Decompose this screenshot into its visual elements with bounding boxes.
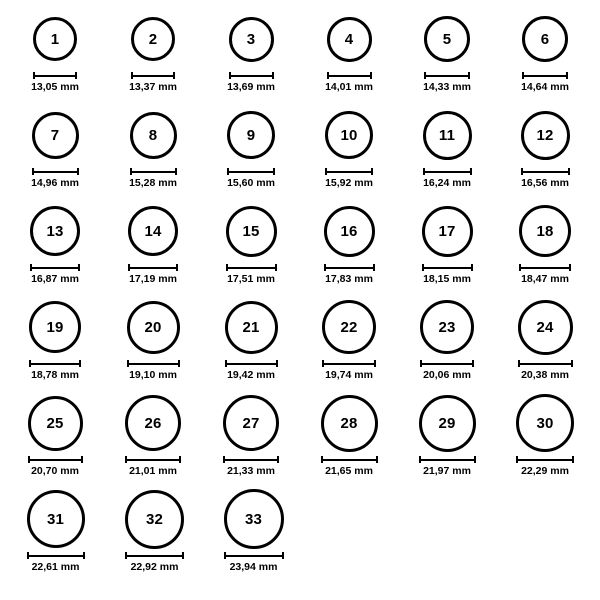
ring-diameter-measure [420,360,474,381]
ring-size-cell [496,296,594,392]
ring-diameter-label: 15,92 mm [325,177,373,189]
ring-circle-icon [125,395,181,451]
ring-diameter-label: 13,37 mm [129,81,177,93]
ring-diameter-measure [422,264,473,285]
ring-size-number: 14 [144,222,162,240]
caliper-icon [226,264,277,271]
ring-size-cell [202,8,300,104]
ring-circle-wrapper [27,488,85,550]
ring-diameter-label: 16,56 mm [521,177,569,189]
ring-circle-wrapper [322,296,376,358]
ring-size-cell [6,392,104,488]
ring-circle-icon [125,490,184,549]
ring-size-row [6,296,594,392]
caliper-icon [27,552,85,559]
ring-size-number: 31 [46,510,65,528]
ring-diameter-label: 21,01 mm [129,465,177,477]
ring-size-cell [300,104,398,200]
ring-size-number: 29 [438,414,456,432]
ring-circle-icon [423,111,472,160]
ring-diameter-measure [227,72,275,93]
ring-circle-wrapper [516,392,574,454]
ring-circle-wrapper [522,8,568,70]
ring-size-number: 6 [540,30,550,48]
ring-diameter-label: 18,78 mm [31,369,79,381]
caliper-icon [518,360,573,367]
ring-size-number: 30 [536,414,554,432]
ring-circle-wrapper [227,104,275,166]
ring-diameter-label: 16,24 mm [423,177,471,189]
ring-diameter-label: 14,33 mm [423,81,471,93]
ring-circle-icon [30,206,80,256]
ring-size-cell [300,8,398,104]
ring-size-number: 12 [536,126,554,144]
ring-circle-wrapper [125,488,184,550]
ring-diameter-measure [226,264,277,285]
ring-diameter-label: 21,97 mm [423,465,471,477]
ring-size-row [6,104,594,200]
ring-circle-wrapper [229,8,274,70]
ring-diameter-measure [519,264,571,285]
ring-diameter-measure [321,456,378,477]
caliper-icon [521,168,570,175]
ring-circle-wrapper [424,8,470,70]
caliper-icon [419,456,476,463]
ring-diameter-measure [521,72,569,93]
ring-circle-wrapper [30,200,80,262]
caliper-icon [327,72,372,79]
caliper-icon [32,168,79,175]
caliper-icon [127,360,180,367]
ring-diameter-label: 15,28 mm [129,177,177,189]
ring-circle-wrapper [423,104,472,166]
ring-diameter-label: 17,51 mm [227,273,275,285]
ring-size-number: 23 [438,318,456,336]
ring-circle-icon [229,17,274,62]
ring-diameter-measure [30,264,80,285]
ring-circle-icon [521,111,570,160]
ring-circle-wrapper [419,392,476,454]
ring-diameter-measure [29,360,81,381]
ring-circle-icon [127,301,180,354]
ring-diameter-label: 20,70 mm [31,465,79,477]
ring-circle-icon [32,112,79,159]
ring-size-number: 10 [340,126,358,144]
caliper-icon [29,360,81,367]
ring-circle-icon [27,490,85,548]
ring-diameter-measure [129,72,177,93]
ring-diameter-measure [223,456,279,477]
ring-size-cell [496,104,594,200]
ring-circle-icon [130,112,177,159]
ring-size-cell [398,200,496,296]
caliper-icon [125,552,184,559]
ring-size-cell [104,8,202,104]
ring-circle-icon [225,301,278,354]
ring-circle-wrapper [28,392,83,454]
caliper-icon [125,456,181,463]
ring-size-cell [6,8,104,104]
ring-diameter-label: 13,69 mm [227,81,275,93]
ring-size-row [6,488,594,584]
ring-size-number: 7 [50,126,60,144]
ring-size-cell [300,200,398,296]
ring-size-row [6,392,594,488]
caliper-icon [325,168,373,175]
caliper-icon [224,552,284,559]
caliper-icon [131,72,175,79]
ring-circle-icon [223,395,279,451]
ring-circle-icon [28,396,83,451]
caliper-icon [227,168,275,175]
ring-circle-icon [424,16,470,62]
ring-size-cell [104,104,202,200]
ring-diameter-measure [27,552,85,573]
ring-circle-wrapper [125,392,181,454]
caliper-icon [519,264,571,271]
caliper-icon [522,72,568,79]
ring-circle-icon [29,301,81,353]
ring-size-number: 18 [536,222,554,240]
ring-diameter-measure [225,360,278,381]
ring-size-number: 17 [438,222,456,240]
ring-size-number: 26 [144,414,162,432]
ring-circle-wrapper [224,488,284,550]
caliper-icon [128,264,178,271]
ring-circle-icon [226,206,277,257]
ring-circle-wrapper [325,104,373,166]
ring-diameter-label: 22,29 mm [521,465,569,477]
ring-diameter-label: 16,87 mm [31,273,79,285]
ring-circle-icon [519,205,571,257]
ring-diameter-label: 18,47 mm [521,273,569,285]
ring-circle-wrapper [518,296,573,358]
ring-size-number: 25 [46,414,64,432]
ring-circle-icon [322,300,376,354]
ring-circle-icon [420,300,474,354]
ring-circle-icon [324,206,375,257]
ring-diameter-label: 19,42 mm [227,369,275,381]
ring-diameter-label: 13,05 mm [31,81,79,93]
ring-size-number: 8 [148,126,158,144]
caliper-icon [322,360,376,367]
ring-size-cell [104,200,202,296]
ring-diameter-measure [125,456,181,477]
ring-circle-icon [321,395,378,452]
ring-diameter-label: 14,64 mm [521,81,569,93]
ring-size-number: 3 [246,30,256,48]
ring-size-cell [104,296,202,392]
ring-circle-wrapper [225,296,278,358]
ring-size-cell [202,296,300,392]
ring-diameter-label: 22,61 mm [31,561,80,573]
ring-diameter-measure [518,360,573,381]
ring-diameter-label: 15,60 mm [227,177,275,189]
ring-diameter-label: 17,19 mm [129,273,177,285]
ring-circle-wrapper [521,104,570,166]
ring-diameter-label: 21,65 mm [325,465,373,477]
ring-diameter-measure [516,456,574,477]
ring-size-cell [6,200,104,296]
ring-size-number: 4 [344,30,354,48]
ring-size-cell [6,104,104,200]
ring-circle-icon [516,394,574,452]
ring-size-number: 15 [242,222,260,240]
caliper-icon [130,168,177,175]
ring-diameter-measure [227,168,275,189]
ring-circle-wrapper [130,104,177,166]
caliper-icon [28,456,83,463]
ring-diameter-measure [325,168,373,189]
ring-size-cell [202,104,300,200]
ring-circle-wrapper [127,296,180,358]
ring-circle-icon [419,395,476,452]
caliper-icon [420,360,474,367]
ring-size-cell [496,392,594,488]
ring-circle-icon [327,17,372,62]
ring-diameter-measure [128,264,178,285]
ring-size-number: 2 [148,30,158,48]
ring-diameter-measure [521,168,570,189]
caliper-icon [223,456,279,463]
caliper-icon [424,72,470,79]
ring-diameter-label: 22,92 mm [130,561,179,573]
ring-diameter-label: 17,83 mm [325,273,373,285]
ring-diameter-measure [324,264,375,285]
caliper-icon [30,264,80,271]
ring-size-number: 22 [340,318,358,336]
ring-diameter-label: 19,10 mm [129,369,177,381]
ring-size-cell [300,296,398,392]
ring-size-number: 9 [246,126,256,144]
ring-circle-wrapper [422,200,473,262]
ring-size-cell [202,392,300,488]
ring-circle-wrapper [33,8,77,70]
ring-circle-icon [224,489,284,549]
caliper-icon [33,72,77,79]
ring-size-cell [6,296,104,392]
ring-size-number: 28 [340,414,358,432]
ring-size-cell [398,8,496,104]
ring-diameter-measure [31,72,79,93]
ring-diameter-measure [325,72,373,93]
ring-diameter-label: 14,01 mm [325,81,373,93]
caliper-icon [225,360,278,367]
ring-circle-wrapper [223,392,279,454]
ring-size-number: 16 [340,222,358,240]
ring-diameter-label: 19,74 mm [325,369,373,381]
ring-size-number: 32 [145,510,164,528]
ring-size-cell [398,104,496,200]
ring-size-cell [202,200,300,296]
ring-circle-wrapper [128,200,178,262]
ring-diameter-label: 21,33 mm [227,465,275,477]
ring-diameter-measure [125,552,184,573]
caliper-icon [324,264,375,271]
ring-circle-icon [128,206,178,256]
ring-diameter-measure [31,168,79,189]
ring-size-number: 33 [244,510,263,528]
ring-diameter-label: 23,94 mm [229,561,278,573]
caliper-icon [422,264,473,271]
ring-diameter-measure [129,168,177,189]
ring-circle-wrapper [321,392,378,454]
ring-size-number: 21 [242,318,260,336]
ring-size-cell [105,488,204,584]
ring-circle-wrapper [226,200,277,262]
ring-size-cell [204,488,303,584]
ring-circle-wrapper [131,8,175,70]
ring-circle-icon [227,111,275,159]
ring-size-cell [300,392,398,488]
ring-circle-wrapper [519,200,571,262]
ring-diameter-measure [423,72,471,93]
ring-circle-wrapper [420,296,474,358]
ring-size-row [6,200,594,296]
ring-size-number: 5 [442,30,452,48]
ring-diameter-measure [423,168,472,189]
ring-circle-icon [131,17,175,61]
ring-size-cell [496,200,594,296]
ring-size-number: 27 [242,414,260,432]
ring-circle-icon [33,17,77,61]
ring-size-number: 19 [46,318,64,336]
ring-size-number: 24 [536,318,554,336]
ring-size-number: 1 [50,30,60,48]
ring-circle-wrapper [324,200,375,262]
ring-diameter-measure [419,456,476,477]
ring-diameter-label: 20,38 mm [521,369,569,381]
ring-diameter-measure [224,552,284,573]
caliper-icon [423,168,472,175]
ring-size-cell [398,296,496,392]
ring-size-cell [6,488,105,584]
ring-size-cell [496,8,594,104]
ring-diameter-label: 14,96 mm [31,177,79,189]
ring-size-number: 11 [438,126,456,144]
ring-diameter-measure [28,456,83,477]
ring-size-cell [398,392,496,488]
ring-circle-icon [422,206,473,257]
ring-circle-wrapper [29,296,81,358]
ring-diameter-label: 20,06 mm [423,369,471,381]
ring-circle-icon [325,111,373,159]
caliper-icon [229,72,274,79]
ring-size-number: 20 [144,318,162,336]
ring-circle-icon [522,16,568,62]
caliper-icon [516,456,574,463]
ring-size-number: 13 [46,222,64,240]
ring-size-row [6,8,594,104]
ring-diameter-measure [127,360,180,381]
ring-size-cell [104,392,202,488]
ring-circle-wrapper [327,8,372,70]
caliper-icon [321,456,378,463]
ring-circle-wrapper [32,104,79,166]
ring-diameter-label: 18,15 mm [423,273,471,285]
ring-diameter-measure [322,360,376,381]
ring-circle-icon [518,300,573,355]
